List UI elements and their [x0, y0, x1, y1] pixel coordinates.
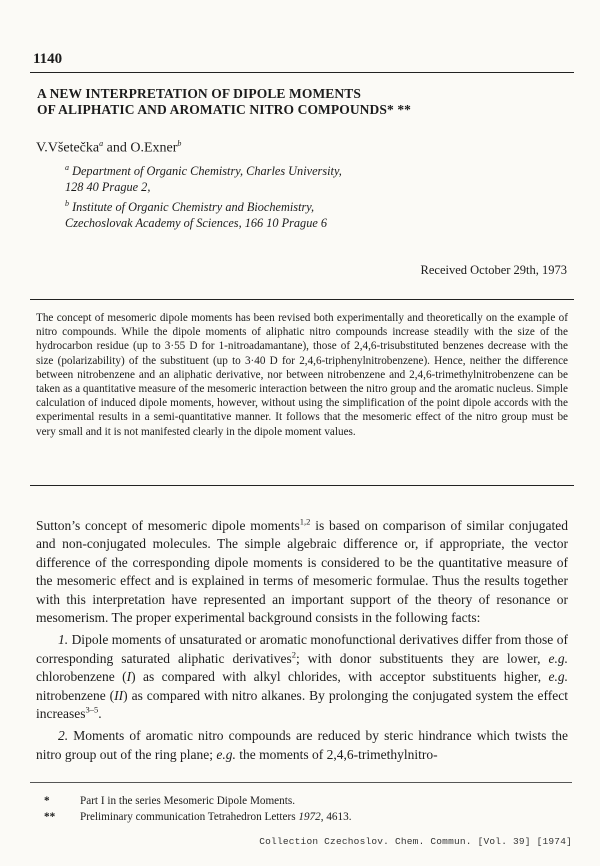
author-sup-b: b: [177, 139, 182, 148]
footnote-rule: [30, 782, 572, 783]
affiliation-b: $^b$ Institute of Organic Chemistry and Biochemistry,: [65, 198, 315, 214]
footnotes: [44, 793, 351, 825]
header-rule: [30, 72, 574, 73]
author-sup-a: a: [99, 139, 104, 148]
journal-footer: Collection Czechoslov. Chem. Commun. [Vol. 39] [1974]: [259, 836, 572, 847]
paragraph-fact-1: 1. Dipole moments of unsaturated or aromatic monofunctional derivatives differ from those of corresponding saturated aliphatic derivatives$^2$; with donor substituents they are lower, e.g. chlorobenzene (I) as compared with alkyl chlorides, with acceptor substituents higher, e.g. nitrobenzene (II) as compared with nitro alkanes. By prolonging the conjugated system the effect increases$^{3-5}$.: [36, 632, 568, 722]
body-text: [36, 517, 568, 764]
author-list: [36, 139, 181, 157]
page-number: 1140: [33, 51, 63, 67]
affiliation-a-line2: 128 40 Prague 2,: [65, 180, 151, 195]
title-line-2: OF ALIPHATIC AND AROMATIC NITRO COMPOUNDS* **: [37, 102, 412, 117]
affiliation-a: $^a$ Department of Organic Chemistry, Charles University,: [65, 163, 342, 179]
received-date: Received October 29th, 1973: [420, 263, 567, 277]
footnote-2: ** Preliminary communication Tetrahedron Letters 1972, 4613.: [44, 811, 352, 823]
author-exner: O.Exner: [130, 140, 178, 156]
paragraph-fact-2: 2. Moments of aromatic nitro compounds are reduced by steric hindrance which twists the nitro group out of the ring plane; e.g. the moments of 2,4,6-trimethylnitro-: [36, 728, 568, 762]
article-title: [37, 86, 557, 118]
abstract-bottom-rule: [30, 485, 574, 486]
affiliations: [65, 160, 342, 231]
author-and: and: [103, 140, 131, 156]
affiliation-b-line2: Czechoslovak Academy of Sciences, 166 10 Prague 6: [65, 216, 328, 231]
footnote-1: * Part I in the series Mesomeric Dipole Moments.: [44, 795, 296, 807]
author-vsetecka: V.Všetečka: [36, 140, 100, 156]
paragraph-intro: Sutton’s concept of mesomeric dipole moments$^{1,2}$ is based on comparison of similar conjugated and non-conjugated molecules. The simple algebraic difference or, if appropriate, the vector difference of the corresponding dipole moments is considered to be the quantitative measure of the mesomeric effect and is explained in terms of mesomeric formulae. Thus the results together with this interpretation have represented an important support of the theory of resonance or mesomerism. The proper experimental background consists in the following facts:: [36, 516, 568, 626]
title-line-1: A NEW INTERPRETATION OF DIPOLE MOMENTS: [37, 86, 361, 101]
abstract-top-rule: [30, 299, 574, 300]
abstract: The concept of mesomeric dipole moments has been revised both experimentally and theoretically on the example of nitro compounds. While the dipole moments of aliphatic nitro compounds increase steadily with the size of the hydrocarbon residue (up to 3·55 D for 1-nitroadamantane), those of 2,4,6-trisubstituted benzenes decrease with the size (polarizability) of the substituent (up to 3·40 D for 2,4,6-triphenylnitrobenzene). Hence, neither the difference between nitrobenzene and an aliphatic derivative, nor between nitrobenzene and 2,4,6-trimethylnitrobenzene can be taken as a quantitative measure of the mesomeric interaction between the nitro group and the aromatic nucleus. Simple calculation of induced dipole moments, however, without using the simplification of the point dipole accords with the experimental results in a semi-quantitative manner. It follows that the mesomeric effect of the nitro group must be very small and it is not manifested clearly in the dipole moment values.: [36, 312, 568, 438]
